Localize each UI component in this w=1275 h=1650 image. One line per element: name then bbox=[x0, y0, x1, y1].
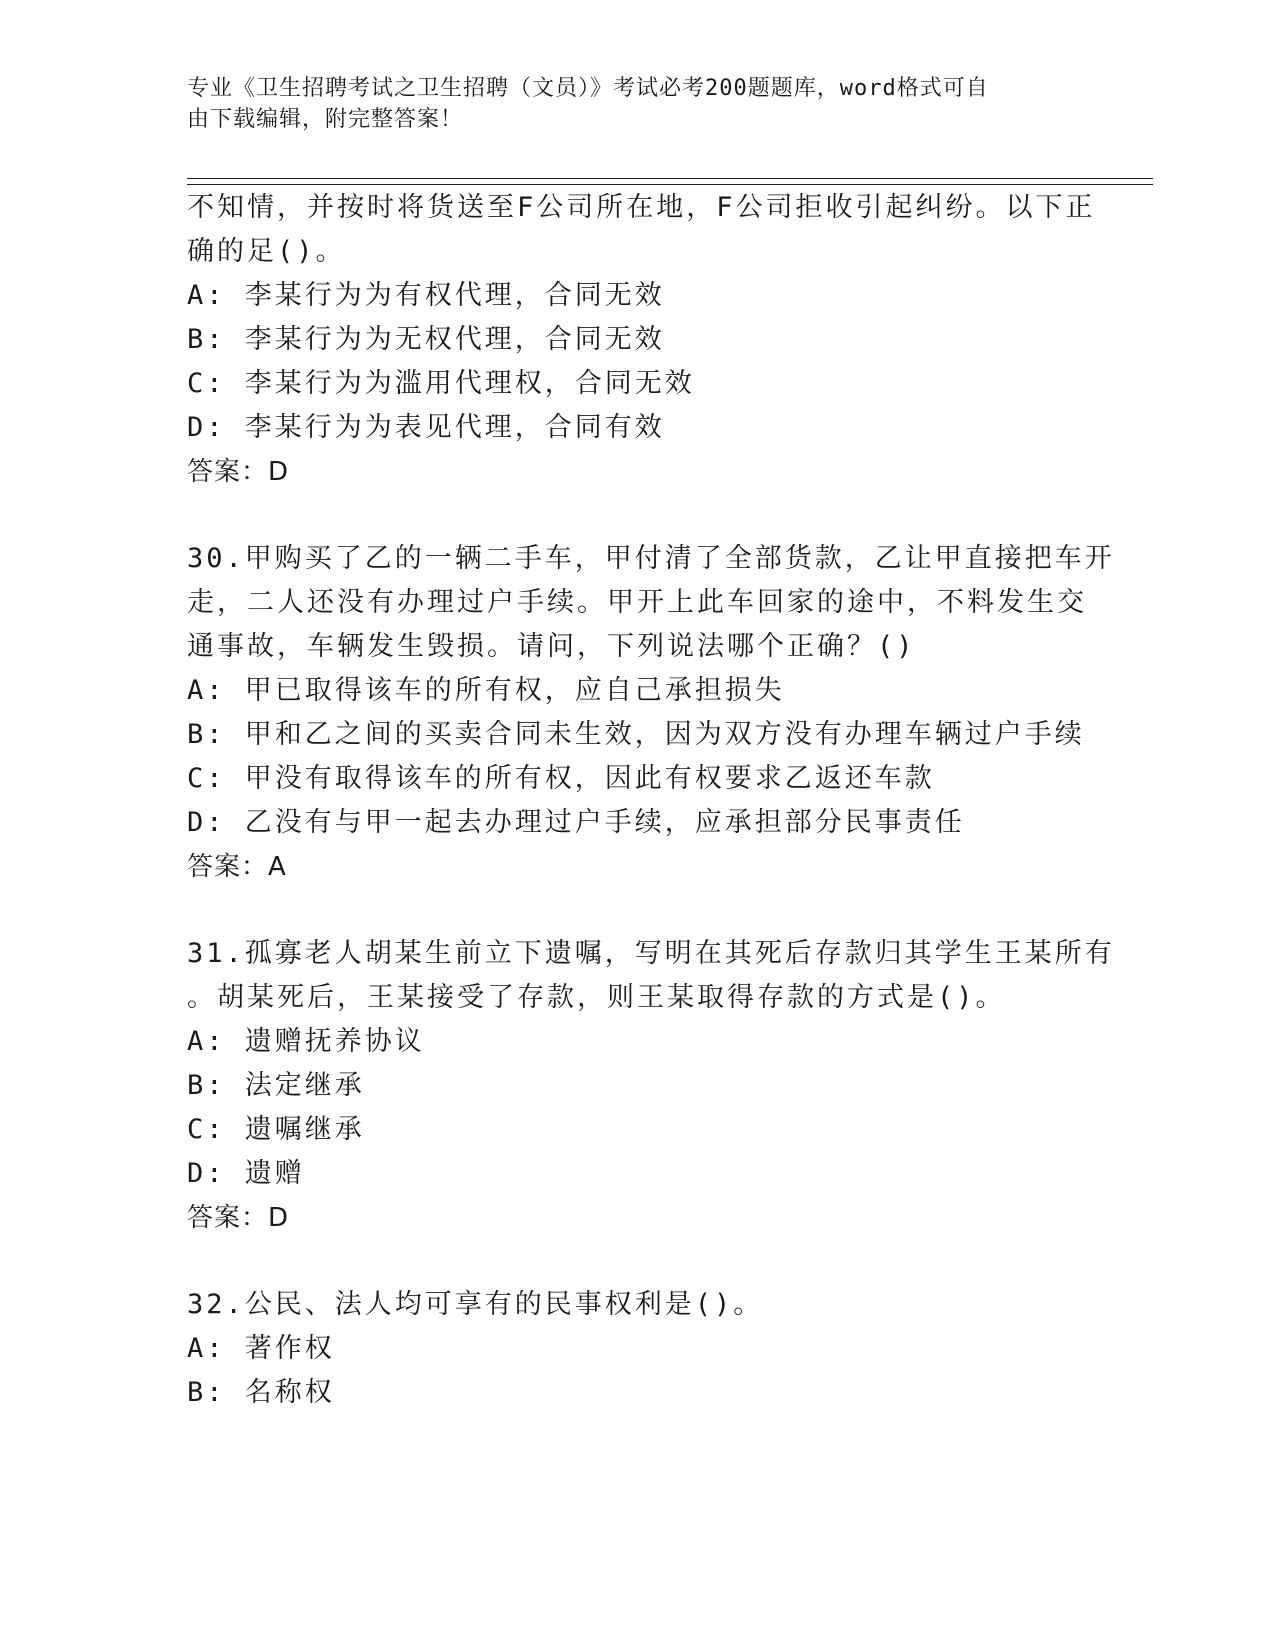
q30-option-a: A: 甲已取得该车的所有权，应自己承担损失 bbox=[187, 675, 785, 706]
q29-answer: 答案：D bbox=[187, 457, 290, 487]
q30-stem-line-3: 通事故，车辆发生毁损。请问，下列说法哪个正确？() bbox=[187, 631, 916, 662]
q29-stem-line-1: 不知情，并按时将货送至F公司所在地，F公司拒收引起纠纷。以下正 bbox=[187, 192, 1096, 223]
q31-option-d: D: 遗赠 bbox=[187, 1158, 305, 1189]
q32-option-a: A: 著作权 bbox=[187, 1333, 335, 1364]
q31-option-c: C: 遗嘱继承 bbox=[187, 1114, 365, 1145]
q31-stem-line-2: 。胡某死后，王某接受了存款，则王某取得存款的方式是()。 bbox=[187, 982, 1006, 1013]
header-divider-bottom bbox=[187, 184, 1153, 185]
header-line-2: 由下载编辑，附完整答案！ bbox=[187, 107, 464, 132]
q29-option-b: B: 李某行为为无权代理，合同无效 bbox=[187, 324, 665, 355]
q30-option-c: C: 甲没有取得该车的所有权，因此有权要求乙返还车款 bbox=[187, 763, 935, 794]
document-header bbox=[187, 73, 1067, 135]
q30-option-b: B: 甲和乙之间的买卖合同未生效，因为双方没有办理车辆过户手续 bbox=[187, 719, 1085, 750]
q29-stem-line-2: 确的足()。 bbox=[187, 236, 346, 267]
q32-stem-line-1: 32.公民、法人均可享有的民事权利是()。 bbox=[187, 1289, 764, 1320]
header-line-1: 专业《卫生招聘考试之卫生招聘（文员）》考试必考200题题库，word格式可自 bbox=[187, 76, 989, 101]
q30-stem-line-1: 30.甲购买了乙的一辆二手车，甲付清了全部货款，乙让甲直接把车开 bbox=[187, 543, 1115, 574]
q30-option-d: D: 乙没有与甲一起去办理过户手续，应承担部分民事责任 bbox=[187, 807, 965, 838]
q31-option-b: B: 法定继承 bbox=[187, 1070, 365, 1101]
q29-option-c: C: 李某行为为滥用代理权，合同无效 bbox=[187, 368, 695, 399]
q30-stem-line-2: 走，二人还没有办理过户手续。甲开上此车回家的途中，不料发生交 bbox=[187, 587, 1087, 618]
header-divider-top bbox=[187, 178, 1153, 179]
q31-answer: 答案：D bbox=[187, 1203, 290, 1233]
q31-stem-line-1: 31.孤寡老人胡某生前立下遗嘱，写明在其死后存款归其学生王某所有 bbox=[187, 938, 1115, 969]
q29-option-a: A: 李某行为为有权代理，合同无效 bbox=[187, 280, 665, 311]
q29-option-d: D: 李某行为为表见代理，合同有效 bbox=[187, 412, 665, 443]
q30-answer: 答案：A bbox=[187, 852, 287, 882]
q31-option-a: A: 遗赠抚养协议 bbox=[187, 1026, 425, 1057]
q32-option-b: B: 名称权 bbox=[187, 1377, 335, 1408]
